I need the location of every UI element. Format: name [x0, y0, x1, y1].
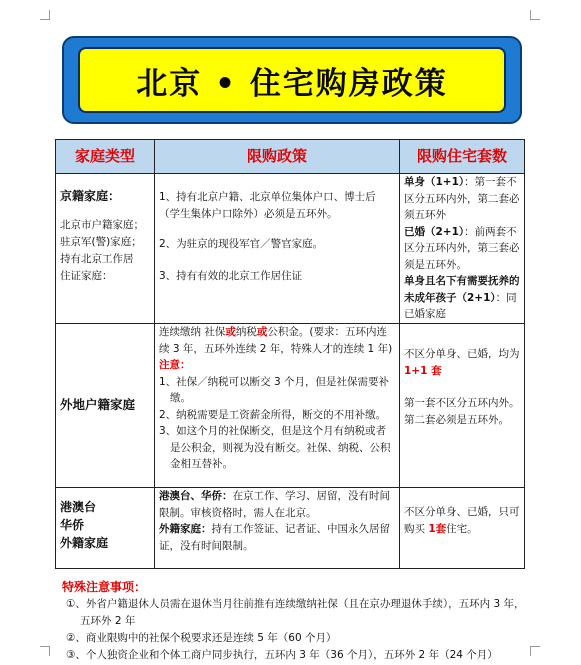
family-title: 京籍家庭： — [60, 189, 121, 203]
policy-intro: 连续缴纳 社保或纳税或公积金。(要求：五环内连续 3 年，五环外连续 2 年，特殊人才的连续 1 年) — [159, 326, 393, 355]
quota-cell-foreign — [400, 488, 525, 569]
header-family-type: 家庭类型 — [56, 140, 155, 174]
family-line: 外籍家庭 — [60, 536, 109, 550]
table-header-row — [56, 140, 525, 174]
family-line: 北京市户籍家庭； — [60, 218, 144, 231]
title-banner-inner — [78, 47, 506, 113]
family-cell-nonlocal — [56, 324, 155, 488]
policy-note: 2、纳税需要是工资薪金所得，断交的不用补缴。 — [159, 408, 387, 421]
note-item: ②、商业限购中的社保个税要求还是连续 5 年（60 个月） — [66, 632, 337, 644]
policy-cell-foreign — [155, 488, 400, 569]
policy-note: 1、社保／纳税可以断交 3 个月，但是社保需要补缴。 — [159, 375, 390, 404]
policy-cell-beijing — [155, 174, 400, 324]
policy-item: 1、持有北京户籍、北京单位集体户口、博士后（学生集体户口除外）必须是五环外。 — [159, 191, 376, 220]
table-row — [56, 488, 525, 569]
header-policy: 限购政策 — [155, 140, 400, 174]
notes-title: 特殊注意事项： — [62, 580, 147, 594]
policy-item: 外籍家庭：持有工作签证、记者证、中国永久居留证，没有时间限制。 — [159, 523, 390, 552]
corner-mark-bottom-left — [40, 646, 50, 656]
policy-item: 港澳台、华侨：在京工作、学习、居留，没有时间限制。审核资格时，需人在北京。 — [159, 490, 390, 519]
family-line: 持有北京工作居 — [60, 252, 134, 265]
corner-mark-top-left — [40, 10, 50, 20]
header-quota: 限购住宅套数 — [400, 140, 525, 174]
family-line: 住证家庭： — [60, 269, 113, 282]
quota-cell-beijing — [400, 174, 525, 324]
policy-note: 3、如这个月的社保断交，但是这个月有纳税或者是公积金，则视为没有断交。社保、纳税、公积金相互替补。 — [159, 425, 391, 470]
quota-line: 第二套必须是五环外。 — [404, 413, 509, 426]
corner-mark-top-right — [530, 10, 540, 20]
quota-item-married: 已婚（2+1）：前两套不区分五环内外，第三套必须是五环外。 — [404, 225, 520, 271]
quota-line: 第一套不区分五环内外。 — [404, 397, 520, 409]
family-line: 港澳台 — [60, 500, 97, 514]
policy-item: 3、持有有效的北京工作居住证 — [159, 269, 303, 282]
special-notes — [62, 579, 532, 664]
family-line: 驻京军(警)家庭； — [60, 235, 142, 248]
quota-line: 不区分单身、已婚，均为 1+1 套 — [404, 348, 520, 377]
note-label: 注意： — [159, 359, 191, 371]
note-item: ①、外省户籍退休人员需在退休当月往前推有连续缴纳社保（且在京办理退休手续），五环内 3 年，五环外 2 年 — [66, 598, 525, 627]
quota-item-single-with-child: 单身且名下有需要抚养的未成年孩子（2+1）：同已婚家庭 — [404, 275, 520, 320]
page-title: 北京 • 住宅购房政策 — [136, 65, 448, 102]
policy-cell-nonlocal — [155, 324, 400, 488]
quota-cell-nonlocal — [400, 324, 525, 488]
policy-item: 2、为驻京的现役军官／警官家庭。 — [159, 238, 324, 250]
quota-line: 不区分单身、已婚，只可购买 1套住宅。 — [404, 506, 520, 535]
family-cell-beijing — [56, 174, 155, 324]
quota-item-single: 单身（1+1）：第一套不区分五环内外，第二套必须五环外 — [404, 176, 520, 221]
table-row — [56, 174, 525, 324]
table-row — [56, 324, 525, 488]
family-cell-foreign — [56, 488, 155, 569]
policy-table — [55, 139, 525, 569]
title-banner — [62, 36, 522, 124]
family-title: 外地户籍家庭 — [60, 397, 136, 413]
family-line: 华侨 — [60, 518, 85, 532]
note-item: ③、个人独资企业和个体工商户同步执行，五环内 3 年（36 个月），五环外 2 年（24 个月） — [66, 649, 498, 661]
